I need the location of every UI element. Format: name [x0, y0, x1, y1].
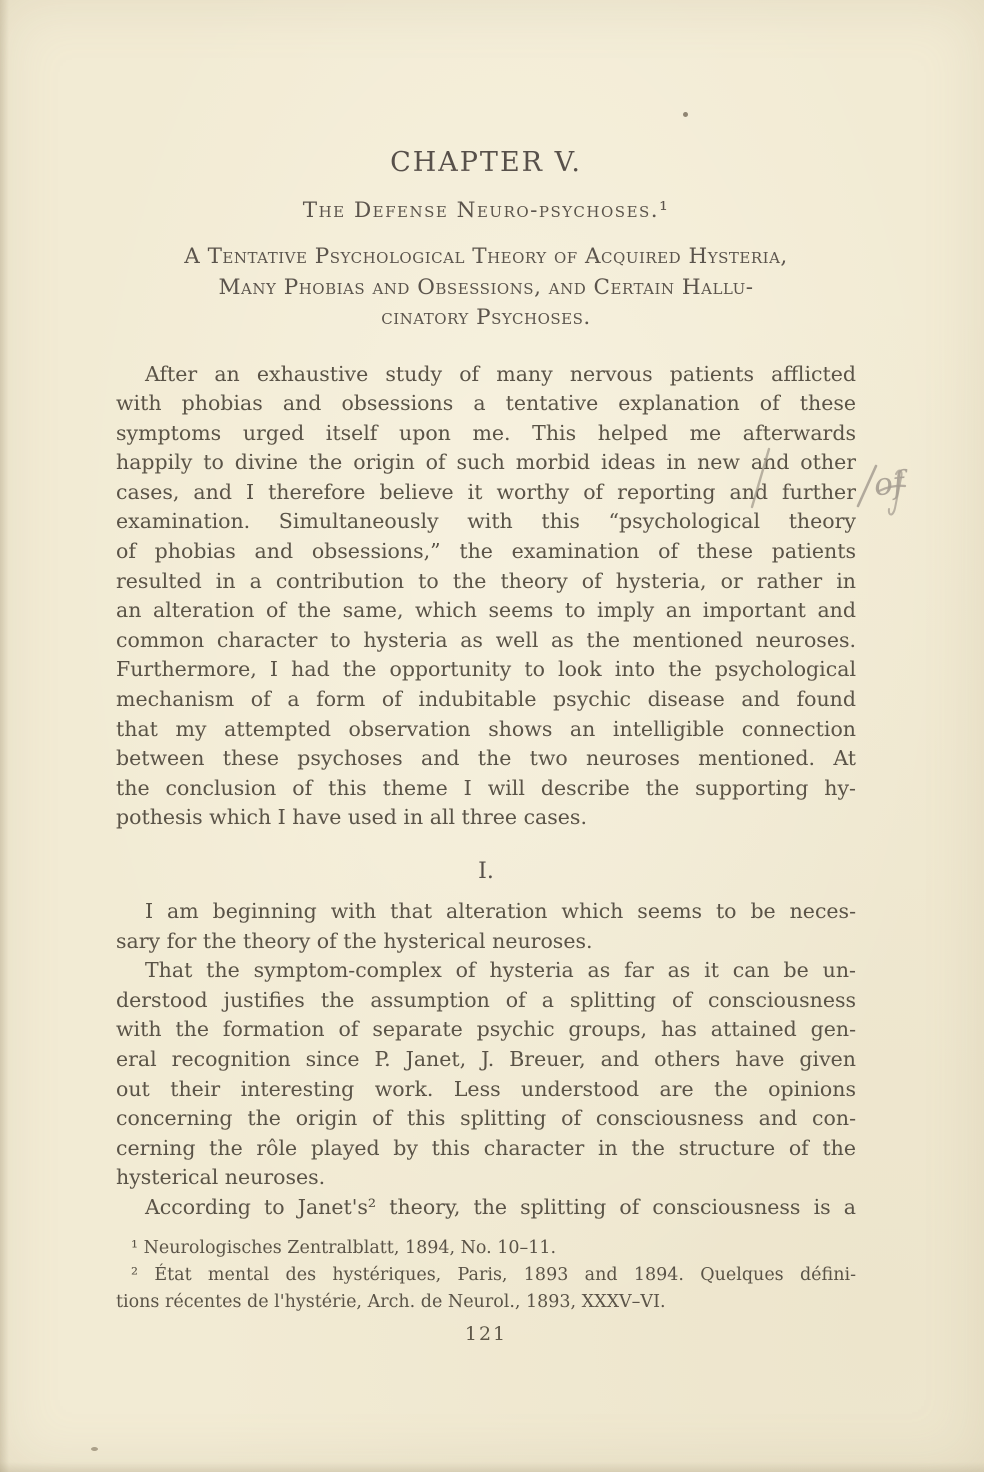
text-line: resulted in a contribution to the theory of hysteria, or rather in [116, 568, 856, 593]
text-line: cinatory Psychoses. [381, 305, 591, 330]
text-line: That the symptom-complex of hysteria as far as it can be un- [145, 958, 856, 983]
text-line: After an exhaustive study of many nervous patients afflicted [145, 361, 856, 386]
text-line: happily to divine the origin of such morbid ideas in new and other [116, 450, 856, 475]
text-line: tions récentes de l'hystérie, Arch. de Neurol., 1893, XXXV–VI. [116, 1291, 666, 1312]
text-line: common character to hysteria as well as the mentioned neuroses. [116, 627, 856, 652]
text-line: sary for the theory of the hysterical neuroses. [116, 928, 593, 953]
paragraph-1 [116, 360, 856, 834]
text-line: an alteration of the same, which seems to imply an important and [116, 598, 856, 623]
text-line: mechanism of a form of indubitable psychic disease and found [116, 687, 856, 712]
text-line: between these psychoses and the two neuroses mentioned. At [116, 746, 856, 771]
text-line: ² État mental des hystériques, Paris, 1893 and 1894. Quelques défini- [131, 1264, 856, 1285]
text-line: hysterical neuroses. [116, 1165, 326, 1190]
chapter-subtitle: The Defense Neuro-psychoses.¹ [302, 198, 670, 223]
paper-speck [683, 112, 688, 117]
text-line: I am beginning with that alteration which seems to be neces- [145, 899, 856, 923]
text-column [116, 0, 856, 1345]
text-line: of phobias and obsessions,” the examination of these patients [116, 539, 856, 564]
text-line: out their interesting work. Less understood are the opinions [116, 1076, 856, 1101]
pencil-margin-note: of [872, 464, 906, 504]
paragraph-4 [116, 1193, 856, 1223]
chapter-title: CHAPTER V. [390, 147, 582, 178]
text-line: cases, and I therefore believe it worthy of reporting and further [116, 479, 856, 504]
footnote-2 [116, 1262, 856, 1316]
footnote-1 [116, 1235, 856, 1262]
footnotes [116, 1235, 856, 1317]
paragraph-2 [116, 897, 856, 956]
paragraph-3 [116, 956, 856, 1193]
text-line: Many Phobias and Obsessions, and Certain Hallu- [218, 274, 754, 300]
text-line: Furthermore, I had the opportunity to look into the psychological [116, 657, 856, 682]
text-line: the conclusion of this theme I will describe the supporting hy- [116, 775, 856, 800]
text-line: examination. Simultaneously with this “psychological theory [116, 509, 856, 534]
text-line: with the formation of separate psychic groups, has attained gen- [116, 1017, 856, 1042]
page-number: 121 [464, 1323, 508, 1346]
text-line: A Tentative Psychological Theory of Acquired Hysteria, [184, 244, 788, 269]
text-line: derstood justifies the assumption of a splitting of consciousness [116, 987, 856, 1012]
text-line: cerning the rôle played by this character in the structure of the [116, 1135, 856, 1160]
text-line: eral recognition since P. Janet, J. Breuer, and others have given [116, 1046, 856, 1071]
section-heading: I. [478, 859, 494, 884]
text-line: symptoms urged itself upon me. This helped me afterwards [116, 420, 856, 445]
text-line: pothesis which I have used in all three cases. [116, 805, 587, 830]
text-line: with phobias and obsessions a tentative explanation of these [116, 391, 856, 416]
text-line: ¹ Neurologisches Zentralblatt, 1894, No. 10–11. [131, 1237, 557, 1258]
text-line: that my attempted observation shows an intelligible connection [116, 716, 856, 741]
text-line: concerning the origin of this splitting of consciousness and con- [116, 1106, 856, 1131]
paper-speck [91, 1447, 98, 1451]
chapter-heading [116, 242, 856, 334]
text-line: According to Janet's² theory, the splitting of consciousness is a [145, 1194, 856, 1219]
